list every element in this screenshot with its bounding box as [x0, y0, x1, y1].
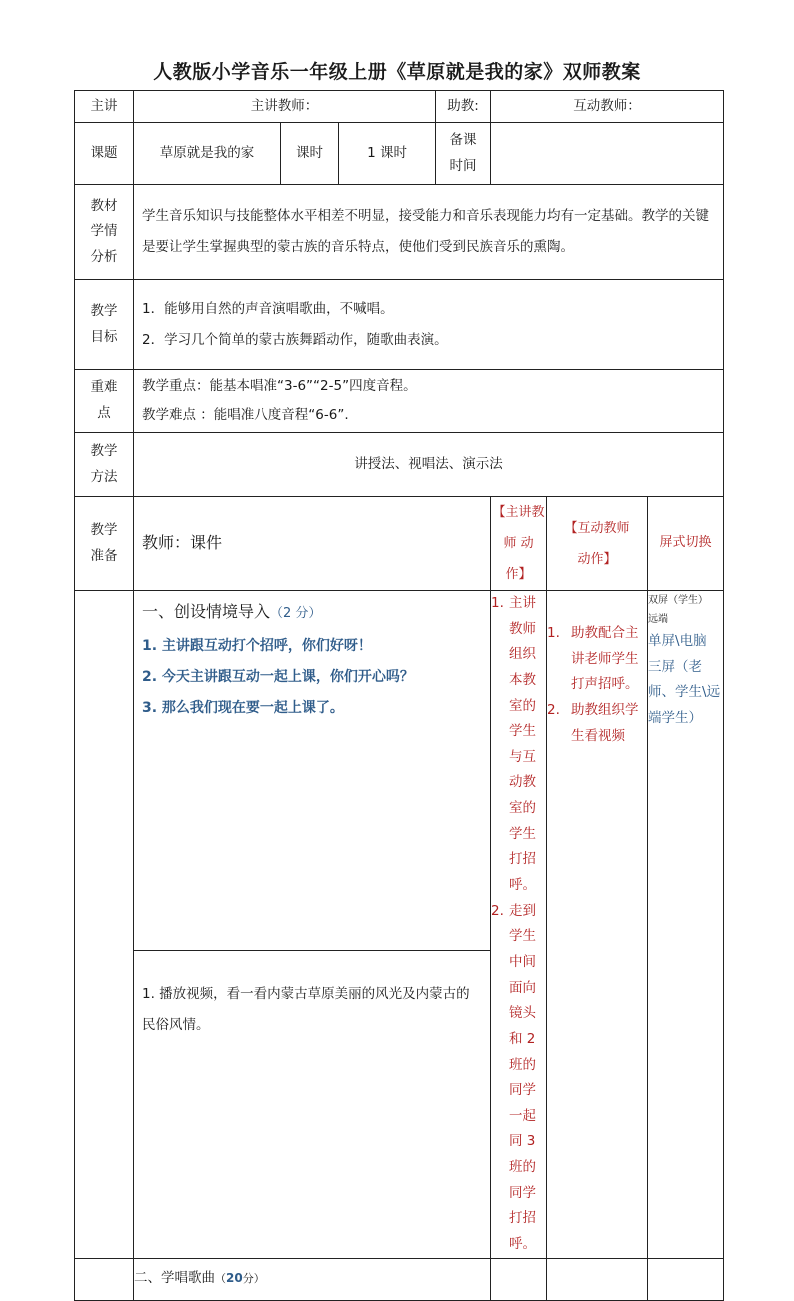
main-action-header-1: 【主讲教师 动 — [492, 505, 545, 551]
inter-action-item — [547, 621, 647, 698]
goals-list — [134, 280, 724, 370]
section1-title-line — [142, 595, 482, 631]
analysis-label-3: 分析 — [90, 248, 118, 265]
inter-action-item — [547, 698, 647, 749]
main-actions-cell — [491, 591, 547, 1259]
inter-action-num: 2. — [547, 701, 560, 718]
main-action-header-2: 作】 — [505, 567, 532, 582]
main-action-num: 1. — [491, 595, 504, 611]
topic-row — [75, 123, 724, 185]
preparation-text: 教师：课件 — [134, 497, 491, 591]
section1-title: 一、创设情境导入 — [142, 602, 271, 621]
page-title: 人教版小学音乐一年级上册《草原就是我的家》双师教案 — [153, 61, 641, 83]
section2-time-prefix: （ — [215, 1272, 226, 1286]
screen-dual: 双屏（学生） — [648, 595, 709, 606]
inter-action-text: 助教组织学生看视频 — [571, 701, 639, 744]
prep-time-label — [436, 123, 491, 185]
key-points-text — [134, 370, 724, 433]
lesson-plan-table — [74, 90, 724, 1301]
goals-label — [75, 280, 134, 370]
goal-item: 2．学习几个简单的蒙古族舞蹈动作，随歌曲表演。 — [142, 331, 448, 348]
method-row — [75, 433, 724, 497]
inter-action-header — [547, 497, 648, 591]
main-teacher-field[interactable]: 主讲教师： — [134, 91, 436, 123]
prep-time-label-line-2: 时间 — [449, 157, 477, 174]
section2-time-value: 20 — [226, 1271, 243, 1286]
preparation-row — [75, 497, 724, 591]
section2-title: 二、学唱歌曲 — [134, 1270, 215, 1287]
section2-screen — [648, 1258, 724, 1300]
screen-remote: 远端 — [648, 614, 669, 625]
section1-time: （2 分） — [270, 606, 322, 621]
main-action-text: 主讲教师组织本教室的学生与互动教室的学生打招呼。 — [509, 595, 537, 894]
inter-actions-cell — [547, 591, 648, 1259]
section2-inter-action — [547, 1258, 648, 1300]
section2-label-cell — [75, 1258, 134, 1300]
method-label — [75, 433, 134, 497]
interactive-teacher-field[interactable]: 互动教师： — [491, 91, 724, 123]
inter-action-text: 助教配合主讲老师学生打声招呼。 — [571, 625, 639, 693]
method-text: 讲授法、视唱法、演示法 — [134, 433, 724, 497]
analysis-label-1: 教材 — [90, 197, 118, 214]
section2-main-action — [491, 1258, 547, 1300]
prep-time-field[interactable] — [491, 123, 724, 185]
screen-header: 屏式切换 — [648, 497, 724, 591]
screen-triple: 三屏（老师、学生\远端学生） — [648, 658, 721, 726]
preparation-label-2: 准备 — [90, 547, 118, 564]
main-action-item — [491, 591, 546, 899]
section1-intro — [134, 591, 491, 951]
key-difficulty: 教学难点 ：能唱准八度音程“6-6”. — [142, 407, 349, 423]
key-points-label-1: 重难 — [90, 379, 118, 396]
greeting-line: 3. 那么我们现在要一起上课了。 — [142, 700, 344, 716]
section2-title-cell — [134, 1258, 491, 1300]
goals-label-2: 目标 — [90, 328, 118, 345]
analysis-label — [75, 185, 134, 280]
inter-action-num: 1. — [547, 625, 560, 641]
main-action-text: 走到学生中间面向镜头和 2 班的同学一起同 3 班的同学打招呼。 — [509, 902, 537, 1253]
method-label-1: 教学 — [90, 442, 118, 459]
main-label: 主讲 — [75, 91, 134, 123]
analysis-label-2: 学情 — [90, 223, 118, 240]
topic-value: 草原就是我的家 — [134, 123, 281, 185]
main-action-header — [491, 497, 547, 591]
hours-value: 1 课时 — [339, 123, 436, 185]
key-points-row — [75, 370, 724, 433]
hours-label: 课时 — [281, 123, 339, 185]
topic-label: 课题 — [75, 123, 134, 185]
analysis-text: 学生音乐知识与技能整体水平相差不明显，接受能力和音乐表现能力均有一定基础。教学的关键是要让学生掌握典型的蒙古族的音乐特点，使他们受到民族音乐的熏陶。 — [134, 185, 724, 280]
section2-time-unit: 分） — [242, 1272, 265, 1286]
method-label-2: 方法 — [90, 468, 118, 485]
preparation-label-1: 教学 — [90, 521, 118, 538]
section1-row — [75, 591, 724, 951]
goals-label-1: 教学 — [90, 302, 118, 319]
greeting-line: 2. 今天主讲跟互动一起上课，你们开心吗？ — [142, 669, 414, 685]
greeting-line: 1. 主讲跟互动打个招呼，你们好呀！ — [142, 638, 372, 654]
main-action-num: 2. — [491, 902, 504, 919]
goal-item: 1．能够用自然的声音演唱歌曲，不喊唱。 — [142, 300, 394, 317]
analysis-row — [75, 185, 724, 280]
screen-switch-cell — [648, 591, 724, 1259]
inter-action-header-2: 动作】 — [577, 551, 617, 567]
screen-single: 单屏\电脑 — [648, 633, 707, 649]
section1-label-cell — [75, 591, 134, 1259]
assistant-field[interactable]: 助教: — [436, 91, 491, 123]
key-focus: 教学重点：能基本唱准“3-6”“2-5”四度音程。 — [142, 378, 417, 394]
section2-row — [75, 1258, 724, 1300]
goals-row — [75, 280, 724, 370]
video-text: 1. 播放视频，看一看内蒙古草原美丽的风光及内蒙古的民俗风情。 — [134, 950, 491, 1258]
preparation-label — [75, 497, 134, 591]
main-action-item — [491, 899, 546, 1258]
key-points-label-2: 点 — [97, 405, 111, 421]
inter-action-header-1: 【互动教师 — [564, 520, 630, 536]
header-row — [75, 91, 724, 123]
prep-time-label-line-1: 备课 — [449, 131, 477, 148]
key-points-label — [75, 370, 134, 433]
